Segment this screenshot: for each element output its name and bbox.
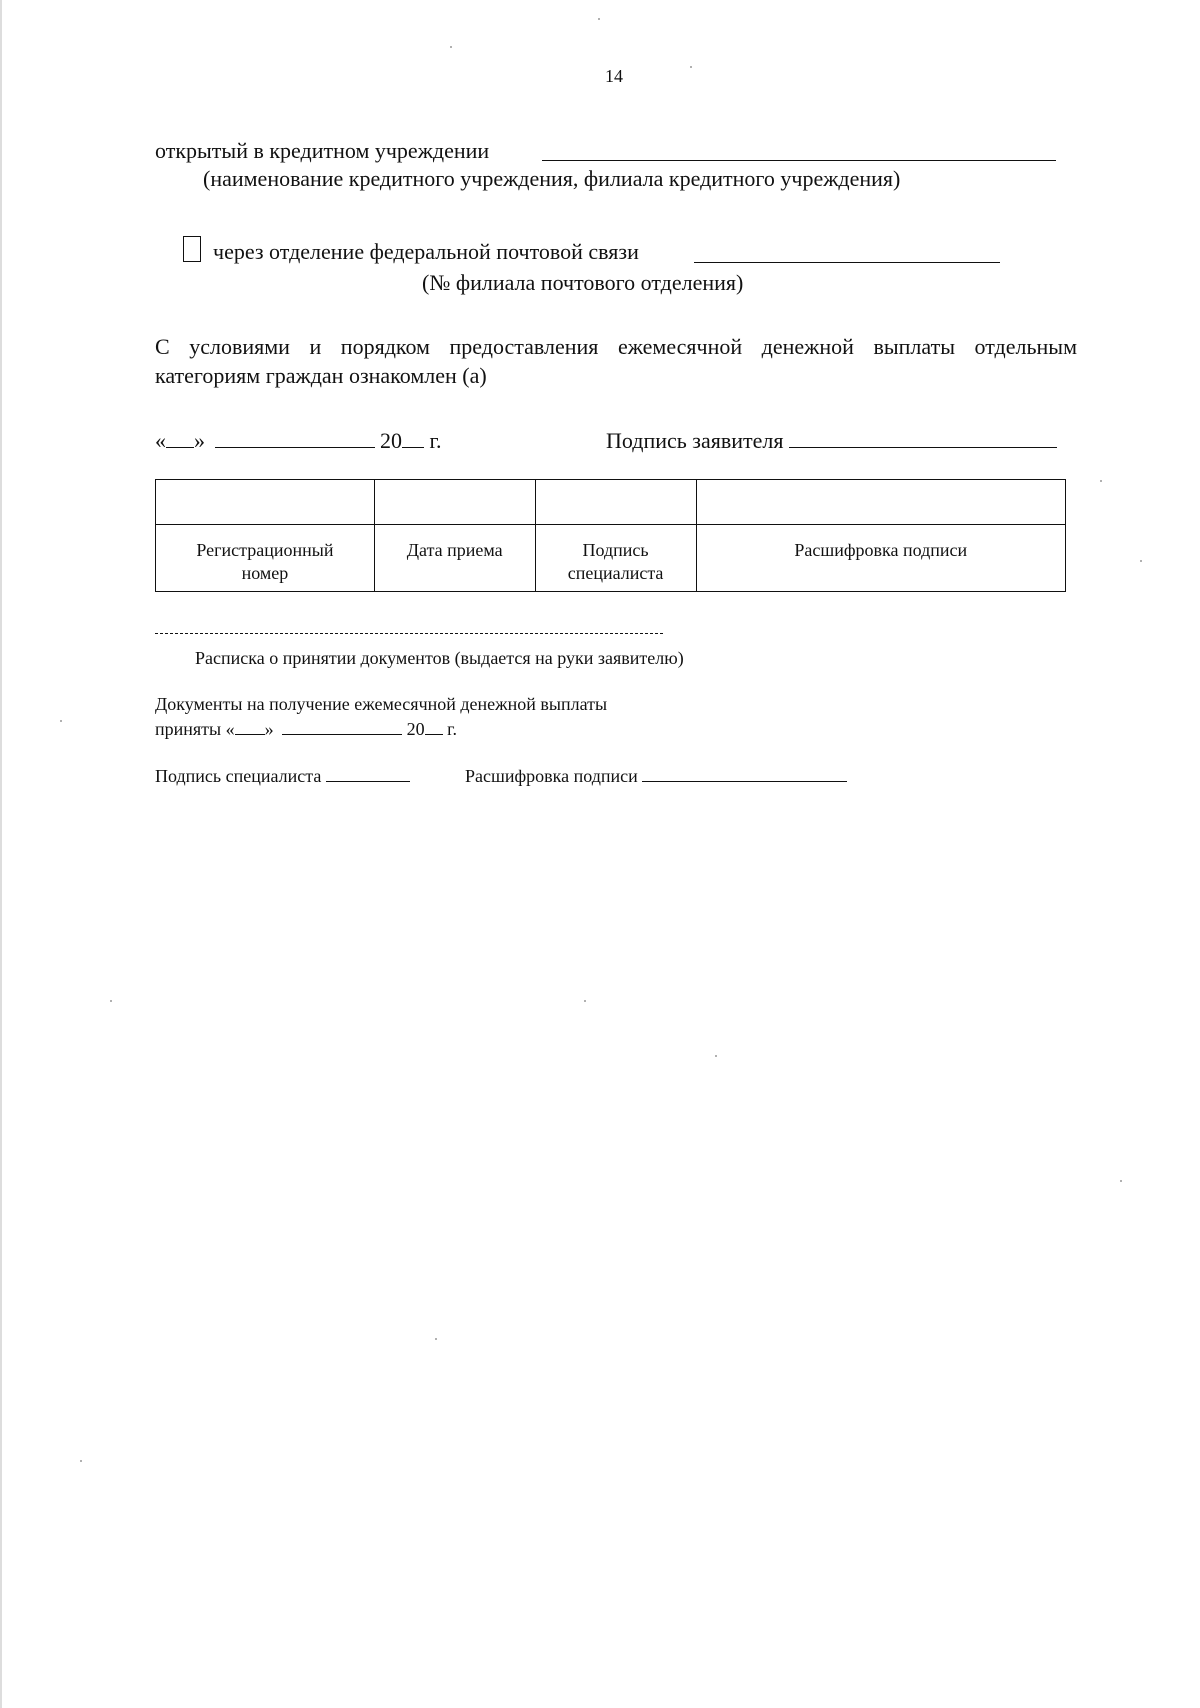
scan-speck <box>110 1000 112 1002</box>
table-row-empty <box>156 480 1066 525</box>
scan-speck <box>435 1338 437 1340</box>
header-signature-decoding: Расшифровка подписи <box>696 525 1066 592</box>
post-office-label: через отделение федеральной почтовой связи <box>213 239 639 264</box>
scan-speck <box>1140 560 1142 562</box>
specialist-signature-cell[interactable] <box>535 480 696 525</box>
scan-edge <box>0 0 2 1708</box>
month-field[interactable] <box>215 446 375 448</box>
scan-speck <box>584 1000 586 1002</box>
receipt-accepted-line: приняты « » 20 г. <box>155 719 457 739</box>
applicant-signature-label: Подпись заявителя <box>606 428 784 453</box>
page-number: 14 <box>605 66 623 86</box>
header-registration-number: Регистрационный номер <box>156 525 375 592</box>
credit-institution-label: открытый в кредитном учреждении <box>155 138 490 163</box>
day-field[interactable] <box>166 446 194 448</box>
receipt-line-1: Документы на получение ежемесячной денежной выплаты <box>155 694 608 714</box>
receipt-day-field[interactable] <box>235 733 265 735</box>
cut-line <box>155 633 663 634</box>
scan-speck <box>690 66 692 68</box>
applicant-signature-field[interactable] <box>789 446 1057 448</box>
close-quote: » <box>194 428 205 453</box>
credit-institution-field[interactable] <box>542 160 1056 161</box>
year-suffix: г. <box>429 428 442 453</box>
registration-table <box>155 479 1066 592</box>
open-quote: « <box>155 428 166 453</box>
receipt-signature-decoding-field[interactable] <box>642 780 847 782</box>
scan-speck <box>450 46 452 48</box>
receipt-title: Расписка о принятии документов (выдается на руки заявителю) <box>195 648 684 668</box>
agreement-line-2: категориям граждан ознакомлен (а) <box>155 363 487 388</box>
scan-speck <box>598 18 600 20</box>
header-specialist-signature: Подпись специалиста <box>535 525 696 592</box>
signature-decoding-cell[interactable] <box>696 480 1066 525</box>
year-prefix: 20 <box>380 428 402 453</box>
acceptance-date-cell[interactable] <box>374 480 535 525</box>
applicant-signature-line <box>606 428 1057 454</box>
post-office-caption: (№ филиала почтового отделения) <box>422 270 744 295</box>
receipt-specialist-signature-field[interactable] <box>326 780 410 782</box>
post-office-checkbox[interactable] <box>183 236 201 262</box>
scan-speck <box>1100 480 1102 482</box>
agreement-line-1: С условиями и порядком предоставления ежемесячной денежной выплаты отдельным <box>155 334 1077 359</box>
header-acceptance-date: Дата приема <box>374 525 535 592</box>
post-office-field[interactable] <box>694 262 1000 263</box>
receipt-signature-decoding-line: Расшифровка подписи <box>465 766 847 787</box>
scan-speck <box>715 1055 717 1057</box>
receipt-specialist-signature-line: Подпись специалиста <box>155 766 410 787</box>
receipt-year-field[interactable] <box>425 733 443 735</box>
receipt-month-field[interactable] <box>282 733 402 735</box>
table-row-headers <box>156 525 1066 592</box>
application-date-line <box>155 428 442 454</box>
scan-speck <box>60 720 62 722</box>
scan-speck <box>1120 1180 1122 1182</box>
registration-number-cell[interactable] <box>156 480 375 525</box>
credit-institution-caption: (наименование кредитного учреждения, филиала кредитного учреждения) <box>203 166 901 191</box>
scan-speck <box>80 1460 82 1462</box>
year-field[interactable] <box>402 446 424 448</box>
